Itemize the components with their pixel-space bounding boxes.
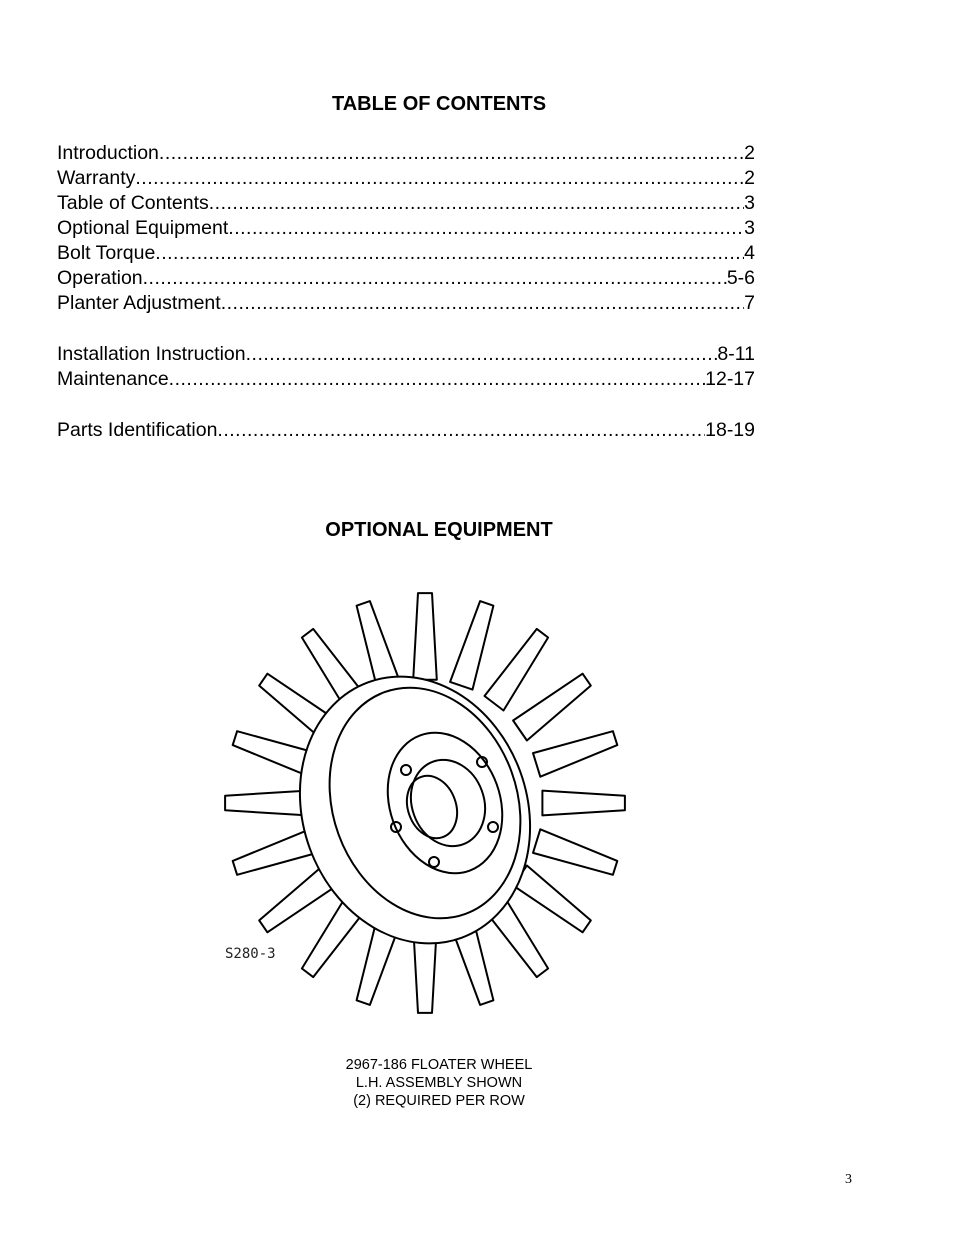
toc-entry-label: Table of Contents (57, 192, 209, 214)
toc-entry-label: Parts Identification (57, 419, 218, 441)
toc-entry-label: Operation (57, 267, 143, 289)
wheel-spike (485, 629, 549, 711)
toc-entry-label: Planter Adjustment (57, 292, 221, 314)
wheel-spike (233, 829, 317, 875)
toc-entry-page: 7 (744, 292, 755, 314)
toc-entry-bolt-torque (57, 242, 755, 267)
wheel-spike (413, 593, 437, 680)
caption-line-2: L.H. ASSEMBLY SHOWN (355, 1075, 523, 1091)
toc-entry-parts-identification (57, 419, 755, 444)
optional-equipment-title: OPTIONAL EQUIPMENT (325, 519, 553, 541)
toc-entry-label: Introduction (57, 142, 159, 164)
toc-entry-operation (57, 267, 755, 292)
toc-entry-label: Optional Equipment (57, 217, 229, 239)
toc-entry-table-of-contents (57, 192, 755, 217)
toc-entry-page: 12-17 (705, 368, 755, 390)
toc-entry-page: 3 (744, 192, 755, 214)
toc-entry-label: Bolt Torque (57, 242, 156, 264)
wheel-spike (225, 791, 308, 816)
wheel-spike (533, 829, 617, 875)
toc-title: TABLE OF CONTENTS (331, 93, 547, 115)
wheel-spike (533, 731, 617, 777)
toc-entry-page: 3 (744, 217, 755, 239)
toc-entry-introduction (57, 142, 755, 167)
toc-entry-label: Warranty (57, 167, 136, 189)
toc-entry-label: Maintenance (57, 368, 169, 390)
figure-code: S280-3 (225, 946, 276, 962)
toc-entry-page: 5-6 (726, 267, 755, 289)
toc-entry-page: 2 (744, 142, 755, 164)
wheel-spike (513, 866, 591, 933)
toc-entry-planter-adjustment (57, 292, 755, 317)
wheel-spike (513, 674, 591, 741)
toc-entry-label: Installation Instruction (57, 343, 246, 365)
toc-entry-warranty (57, 167, 755, 192)
floater-wheel-drawing (220, 565, 660, 1035)
caption-line-3: (2) REQUIRED PER ROW (353, 1093, 525, 1109)
wheel-spike (450, 601, 493, 690)
wheel-spike (542, 791, 625, 816)
toc-entry-page: 18-19 (705, 419, 755, 441)
toc-entry-page: 2 (744, 167, 755, 189)
table-of-contents (57, 142, 755, 444)
toc-entry-optional-equipment (57, 217, 755, 242)
toc-entry-page: 4 (744, 242, 755, 264)
caption-line-1: 2967-186 FLOATER WHEEL (345, 1057, 533, 1073)
page-number: 3 (845, 1172, 852, 1187)
toc-entry-page: 8-11 (717, 343, 755, 365)
toc-entry-maintenance (57, 368, 755, 393)
toc-entry-installation-instruction (57, 343, 755, 368)
